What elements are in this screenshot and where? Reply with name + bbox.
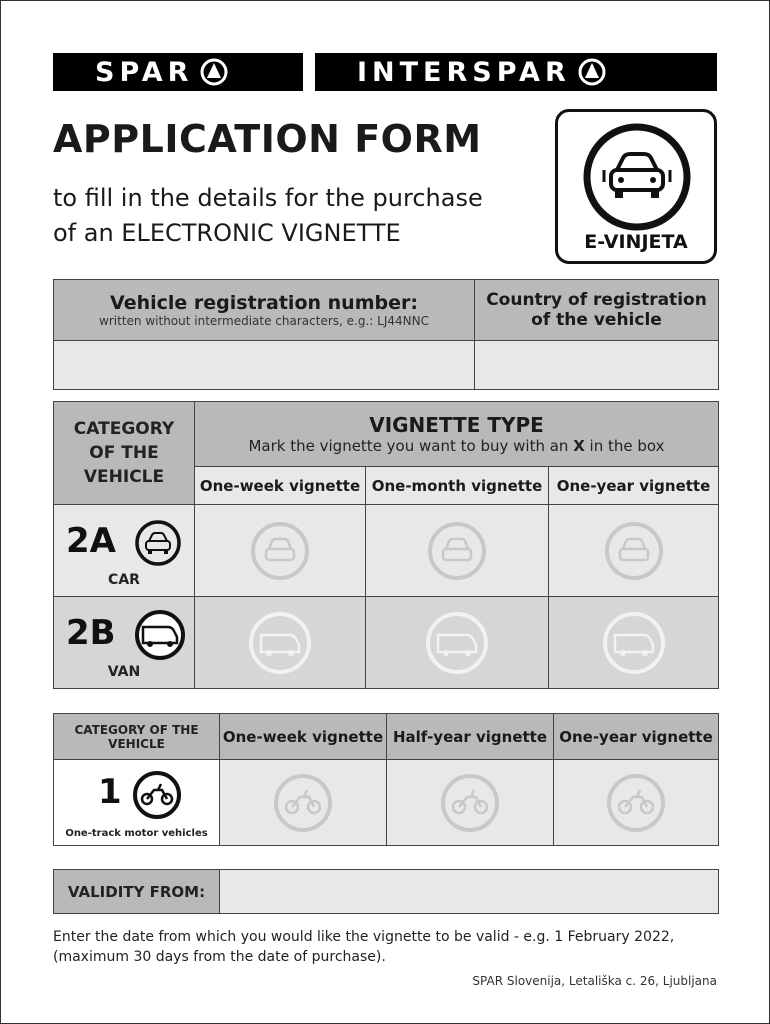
category-1-motorcycle: 1 One-track motor vehicles bbox=[53, 759, 220, 846]
van-icon bbox=[601, 610, 667, 676]
company-address: SPAR Slovenija, Letališka c. 26, Ljubljana bbox=[472, 974, 717, 988]
motorcycle-icon bbox=[272, 772, 334, 834]
col-one-year: One-year vignette bbox=[548, 466, 719, 505]
country-header: Country of registration of the vehicle bbox=[474, 279, 719, 341]
moto-col-one-year: One-year vignette bbox=[553, 713, 719, 760]
spar-tree-icon bbox=[577, 57, 607, 87]
interspar-logo: INTERSPAR bbox=[315, 53, 717, 91]
category-2b-van: 2B VAN bbox=[53, 596, 195, 689]
motorcycle-icon bbox=[439, 772, 501, 834]
motorcycle-icon bbox=[605, 772, 667, 834]
col-one-month: One-month vignette bbox=[365, 466, 549, 505]
car-icon bbox=[134, 519, 182, 567]
registration-number-header: Vehicle registration number: written without intermediate characters, e.g.: LJ44NNC bbox=[53, 279, 475, 341]
validity-note: Enter the date from which you would like the vignette to be valid - e.g. 1 February 2022, (maximum 30 days from the date of purchase). bbox=[53, 929, 675, 965]
checkbox-2a-one-week[interactable] bbox=[194, 504, 366, 597]
checkbox-2b-one-week[interactable] bbox=[194, 596, 366, 689]
country-field[interactable] bbox=[474, 340, 719, 390]
spar-tree-icon bbox=[199, 57, 229, 87]
car-icon bbox=[249, 520, 311, 582]
checkbox-2b-one-month[interactable] bbox=[365, 596, 549, 689]
category-2a-car: 2A CAR bbox=[53, 504, 195, 597]
checkbox-1-one-week[interactable] bbox=[219, 759, 387, 846]
registration-number-field[interactable] bbox=[53, 340, 475, 390]
moto-col-half-year: Half-year vignette bbox=[386, 713, 554, 760]
col-one-week: One-week vignette bbox=[194, 466, 366, 505]
van-icon bbox=[247, 610, 313, 676]
moto-col-one-week: One-week vignette bbox=[219, 713, 387, 760]
car-icon bbox=[580, 120, 694, 234]
checkbox-2a-one-month[interactable] bbox=[365, 504, 549, 597]
car-icon bbox=[426, 520, 488, 582]
van-icon bbox=[134, 609, 186, 661]
e-vinjeta-badge: E-VINJETA bbox=[555, 109, 717, 264]
vignette-type-instruction: Mark the vignette you want to buy with an X in the box bbox=[248, 437, 665, 455]
vignette-type-header: VIGNETTE TYPE Mark the vignette you want to buy with an X in the box bbox=[194, 401, 719, 467]
validity-label: VALIDITY FROM: bbox=[53, 869, 220, 914]
car-icon bbox=[603, 520, 665, 582]
checkbox-2a-one-year[interactable] bbox=[548, 504, 719, 597]
category-header: CATEGORY OF THE VEHICLE bbox=[53, 401, 195, 505]
motorcycle-icon bbox=[132, 770, 182, 820]
spar-logo: SPAR bbox=[53, 53, 303, 91]
validity-date-field[interactable] bbox=[219, 869, 719, 914]
checkbox-2b-one-year[interactable] bbox=[548, 596, 719, 689]
checkbox-1-one-year[interactable] bbox=[553, 759, 719, 846]
page-subtitle: to fill in the details for the purchase of an ELECTRONIC VIGNETTE bbox=[53, 184, 483, 247]
moto-category-header: CATEGORY OF THE VEHICLE bbox=[53, 713, 220, 760]
page-title: APPLICATION FORM bbox=[53, 117, 482, 161]
van-icon bbox=[424, 610, 490, 676]
checkbox-1-half-year[interactable] bbox=[386, 759, 554, 846]
